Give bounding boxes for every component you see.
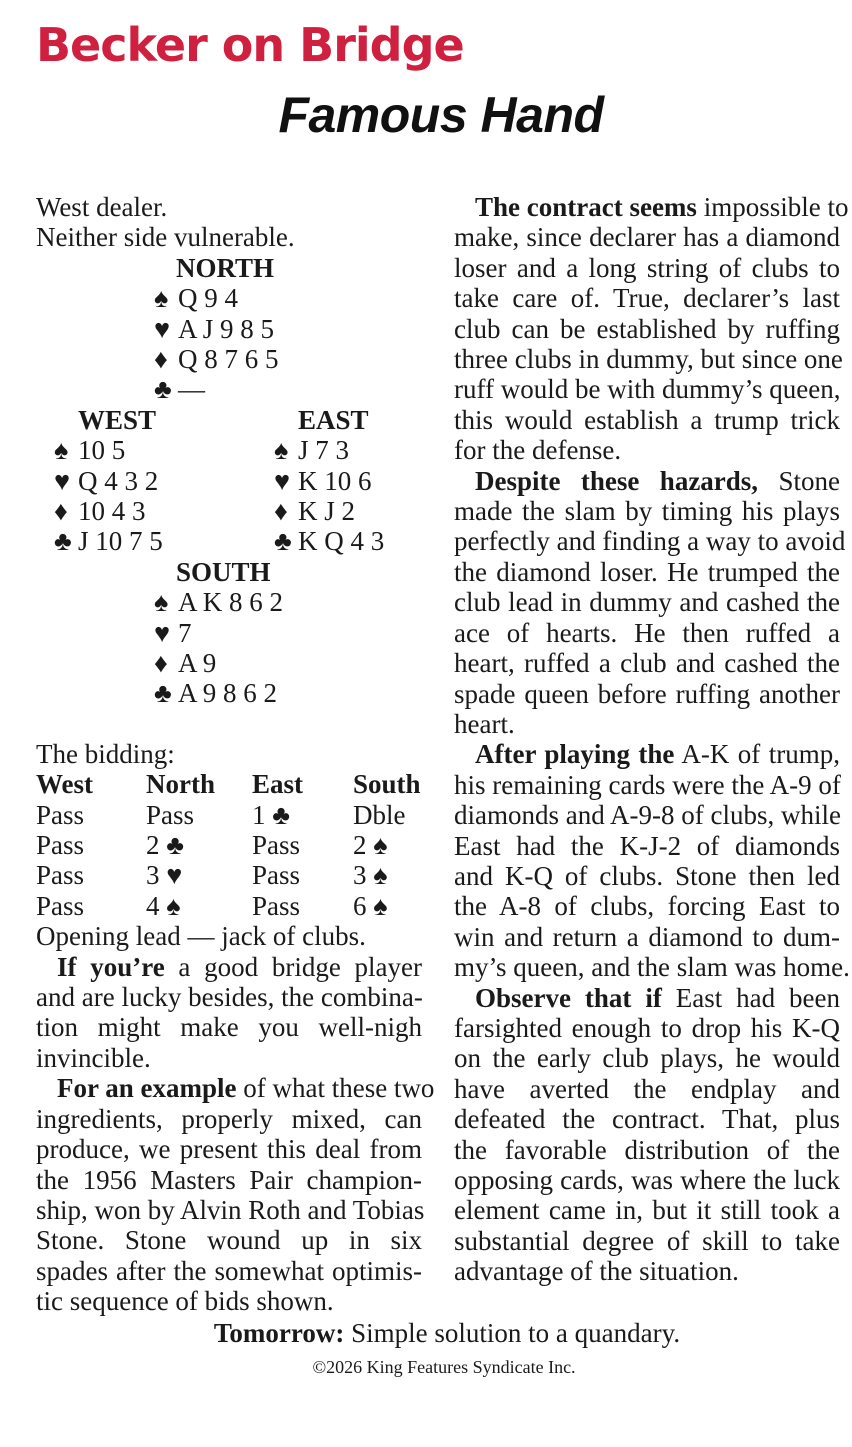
paragraph-line: a good bridge player xyxy=(164,951,422,982)
paragraph-line: the favorable distribution of the xyxy=(454,1134,840,1165)
paragraph-line: have averted the endplay and xyxy=(454,1073,840,1104)
spade-icon: ♠ xyxy=(154,587,169,618)
paragraph-line: substantial degree of skill to take xyxy=(454,1225,840,1256)
opening-lead: Opening lead — jack of clubs. xyxy=(36,921,366,952)
paragraph-5 xyxy=(454,739,850,983)
paragraph-line: tion might make you well-nigh xyxy=(36,1012,422,1043)
east-clubs: K Q 4 3 xyxy=(298,526,385,557)
paragraph-line: and K-Q of clubs. Stone then led xyxy=(454,860,840,891)
paragraph-line: diamonds and A-9-8 of clubs, while xyxy=(454,800,841,831)
paragraph-line: ship, won by Alvin Roth and Tobias xyxy=(36,1194,425,1225)
bid-cell: 6 ♠ xyxy=(353,890,388,921)
paragraph-line: loser and a long string of clubs to xyxy=(454,252,840,283)
paragraph-line: heart. xyxy=(454,708,515,739)
paragraph-lead: If you’re xyxy=(57,951,165,982)
bid-cell: Pass xyxy=(252,860,301,891)
bidding-header-row xyxy=(36,769,421,799)
paragraph-line: opposing cards, was where the luck xyxy=(454,1165,840,1195)
south-diamonds: A 9 xyxy=(178,648,217,679)
bid-cell: Pass xyxy=(146,799,195,830)
north-label: NORTH xyxy=(176,252,275,283)
dealer-line: West dealer. xyxy=(36,192,168,222)
bid-cell: 4 ♠ xyxy=(146,890,181,921)
vulnerability-line: Neither side vulnerable. xyxy=(36,222,295,253)
paragraph-line: make, since declarer has a diamond xyxy=(454,222,840,253)
bid-cell: 2 ♠ xyxy=(353,830,388,861)
paragraph-line: this would establish a trump trick xyxy=(454,404,840,435)
west-diamonds: 10 4 3 xyxy=(78,496,146,527)
heart-icon: ♥ xyxy=(154,617,171,648)
north-diamonds: Q 8 7 6 5 xyxy=(178,344,279,375)
paragraph-line: defeated the contract. That, plus xyxy=(454,1104,840,1135)
bidding-row xyxy=(36,830,421,860)
paragraph-line: East had been xyxy=(661,982,841,1013)
east-hand xyxy=(274,405,384,557)
paragraph-line: club lead in dummy and cashed the xyxy=(454,587,840,618)
tomorrow-teaser xyxy=(0,1318,852,1349)
south-label: SOUTH xyxy=(176,556,271,587)
diamond-icon: ♦ xyxy=(154,344,168,375)
west-hand xyxy=(54,405,163,557)
paragraph-2 xyxy=(36,1073,435,1317)
east-spades: J 7 3 xyxy=(298,435,350,466)
north-hearts: A J 9 8 5 xyxy=(178,313,275,344)
paragraph-line: impossible to xyxy=(696,192,849,222)
paragraph-line: spade queen before ruffing another xyxy=(454,678,840,709)
paragraph-line: A-K of trump, xyxy=(674,739,840,770)
south-clubs: A 9 8 6 2 xyxy=(178,678,278,709)
club-icon: ♣ xyxy=(154,678,172,709)
bid-cell: 3 ♥ xyxy=(146,860,183,891)
paragraph-line: ruff would be with dummy’s queen, xyxy=(454,374,841,405)
bid-cell: 1 ♣ xyxy=(252,799,290,830)
heart-icon: ♥ xyxy=(54,465,71,496)
north-spades: Q 9 4 xyxy=(178,283,238,314)
club-icon: ♣ xyxy=(54,526,72,557)
heart-icon: ♥ xyxy=(274,465,291,496)
club-icon: ♣ xyxy=(274,526,292,557)
paragraph-line: of what these two xyxy=(236,1073,435,1104)
paragraph-line: invincible. xyxy=(36,1042,151,1073)
north-hand xyxy=(154,253,279,405)
bid-cell: 3 ♠ xyxy=(353,860,388,891)
east-hearts: K 10 6 xyxy=(298,465,372,496)
paragraph-line: spades after the somewhat optimis- xyxy=(36,1255,422,1286)
bid-cell: Pass xyxy=(36,890,85,921)
paragraph-line: heart, ruffed a club and cashed the xyxy=(454,648,840,679)
paragraph-line: made the slam by timing his plays xyxy=(454,496,840,527)
paragraph-3 xyxy=(454,192,849,466)
paragraph-1 xyxy=(36,952,422,1074)
diamond-icon: ♦ xyxy=(274,496,288,527)
paragraph-line: for the defense. xyxy=(454,435,622,466)
spade-icon: ♠ xyxy=(154,283,169,314)
bid-cell: Pass xyxy=(36,799,85,830)
east-diamonds: K J 2 xyxy=(298,496,356,527)
bid-cell: Dble xyxy=(353,799,406,830)
paragraph-lead: For an example xyxy=(57,1073,237,1104)
bidding-header-east: East xyxy=(252,769,304,800)
copyright-notice: ©2026 King Features Syndicate Inc. xyxy=(312,1357,576,1377)
diamond-icon: ♦ xyxy=(54,496,68,527)
masthead-title: Becker on Bridge xyxy=(36,18,464,72)
tomorrow-text: Simple solution to a quandary. xyxy=(344,1318,681,1348)
tomorrow-label: Tomorrow: xyxy=(213,1318,345,1348)
paragraph-line: element came in, but it still took a xyxy=(454,1195,840,1226)
paragraph-line: East had the K-J-2 of diamonds xyxy=(454,830,840,861)
paragraph-line: my’s queen, and the slam was home. xyxy=(454,952,850,983)
paragraph-4 xyxy=(454,465,846,740)
bidding-header-south: South xyxy=(353,769,421,800)
bid-cell: 2 ♣ xyxy=(146,830,184,861)
paragraph-line: the diamond loser. He trumped the xyxy=(454,556,840,587)
paragraph-line: club can be established by ruffing xyxy=(454,313,840,344)
paragraph-lead: The contract seems xyxy=(475,192,697,222)
paragraph-line: perfectly and finding a way to avoid xyxy=(454,526,846,557)
paragraph-line: the A-8 of clubs, forcing East to xyxy=(454,891,840,922)
paragraph-line: advantage of the situation. xyxy=(454,1256,739,1287)
north-clubs: — xyxy=(178,374,205,405)
bid-cell: Pass xyxy=(252,830,301,861)
paragraph-lead: Observe that if xyxy=(475,982,662,1013)
deal-diagram xyxy=(36,253,422,739)
paragraph-line: produce, we present this deal from xyxy=(36,1134,422,1165)
south-spades: A K 8 6 2 xyxy=(178,587,284,618)
paragraph-line: take care of. True, declarer’s last xyxy=(454,283,840,314)
paragraph-line: his remaining cards were the A-9 of xyxy=(454,769,841,800)
paragraph-line: on the early club plays, he would xyxy=(454,1043,840,1074)
bidding-header-north: North xyxy=(146,769,215,800)
bidding-row xyxy=(36,800,421,830)
south-hearts: 7 xyxy=(178,617,192,648)
paragraph-lead: Despite these hazards, xyxy=(475,465,759,496)
paragraph-line: ace of hearts. He then ruffed a xyxy=(454,617,840,648)
paragraph-line: win and return a diamond to dum- xyxy=(454,921,840,952)
paragraph-line: Stone. Stone wound up in six xyxy=(36,1225,422,1256)
spade-icon: ♠ xyxy=(274,435,289,466)
west-spades: 10 5 xyxy=(78,435,126,466)
bidding-row xyxy=(36,860,421,890)
south-hand xyxy=(154,557,283,709)
bidding-header-west: West xyxy=(36,769,93,800)
right-column xyxy=(454,192,850,1287)
east-label: EAST xyxy=(298,404,369,435)
bid-cell: Pass xyxy=(252,890,301,921)
paragraph-line: three clubs in dummy, but since one xyxy=(454,344,843,375)
bid-cell: Pass xyxy=(36,830,85,861)
club-icon: ♣ xyxy=(154,374,172,405)
left-column xyxy=(36,192,435,1317)
bidding-table xyxy=(36,769,421,921)
west-hearts: Q 4 3 2 xyxy=(78,465,159,496)
paragraph-line: the 1956 Masters Pair champion- xyxy=(36,1164,422,1195)
paragraph-line: and are lucky besides, the combina- xyxy=(36,982,423,1013)
bidding-title: The bidding: xyxy=(36,738,175,769)
diamond-icon: ♦ xyxy=(154,648,168,679)
west-clubs: J 10 7 5 xyxy=(78,526,163,557)
paragraph-6 xyxy=(454,983,840,1287)
heart-icon: ♥ xyxy=(154,313,171,344)
paragraph-line: farsighted enough to drop his K-Q xyxy=(454,1012,840,1043)
bidding-row xyxy=(36,891,421,921)
paragraph-line: ingredients, properly mixed, can xyxy=(36,1103,422,1134)
paragraph-line: Stone xyxy=(758,465,840,496)
paragraph-lead: After playing the xyxy=(475,739,675,770)
paragraph-line: tic sequence of bids shown. xyxy=(36,1286,334,1317)
bid-cell: Pass xyxy=(36,860,85,891)
west-label: WEST xyxy=(78,404,157,435)
spade-icon: ♠ xyxy=(54,435,69,466)
column-subtitle: Famous Hand xyxy=(278,87,604,143)
